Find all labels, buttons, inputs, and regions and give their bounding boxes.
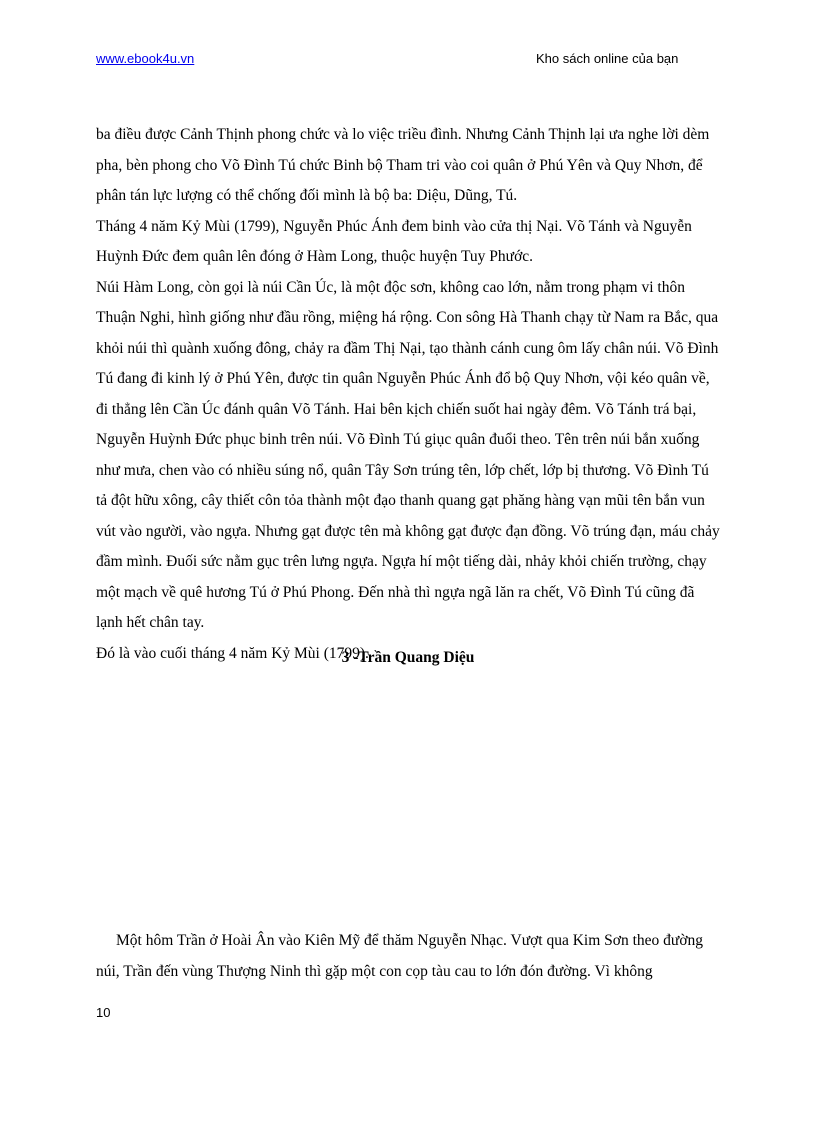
section-text — [96, 926, 722, 987]
paragraph: Một hôm Trần ở Hoài Ân vào Kiên Mỹ để thăm Nguyễn Nhạc. Vượt qua Kim Sơn theo đường núi, Trần đến vùng Thượng Ninh thì gặp một con cọp tàu cau to lớn đón đường. Vì không — [96, 932, 704, 980]
section-heading: 3 -Trần Quang Diệu — [341, 649, 475, 666]
paragraph: Núi Hàm Long, còn gọi là núi Cần Úc, là một độc sơn, không cao lớn, nằm trong phạm vi thôn Thuận Nghi, hình giống như đầu rồng, miệng há rộng. Con sông Hà Thanh chạy từ Nam ra Bắc, qua khỏi núi thì quành xuống đông, chảy ra đầm Thị Nại, tạo thành cánh cung ôm lấy chân núi. Võ Đình Tú đang đi kinh lý ở Phú Yên, được tin quân Nguyễn Phúc Ánh đổ bộ Quy Nhơn, vội kéo quân về, đi thẳng lên Cần Úc đánh quân Võ Tánh. Hai bên kịch chiến suốt hai ngày đêm. Võ Tánh trá bại, Nguyễn Huỳnh Đức phục binh trên núi. Võ Đình Tú giục quân đuổi theo. Tên trên núi bắn xuống như mưa, chen vào có nhiều súng nổ, quân Tây Sơn trúng tên, lớp chết, lớp bị thương. Võ Đình Tú tả đột hữu xông, cây thiết côn tỏa thành một đạo thanh quang gạt phăng hàng vạn mũi tên bắn vun vút vào người, vào ngựa. Nhưng gạt được tên mà không gạt được đạn đồng. Võ trúng đạn, máu chảy đầm mình. Đuối sức nằm gục trên lưng ngựa. Ngựa hí một tiếng dài, nhảy khỏi chiến trường, chạy một mạch về quê hương Tú ở Phú Phong. Đến nhà thì ngựa ngã lăn ra chết, Võ Đình Tú cũng đã lạnh hết chân tay. — [96, 278, 720, 631]
site-tagline: Kho sách online của bạn — [536, 51, 679, 66]
page-number: 10 — [96, 1005, 111, 1020]
paragraph: Tháng 4 năm Kỷ Mùi (1799), Nguyễn Phúc Ánh đem binh vào cửa thị Nại. Võ Tánh và Nguyễn Huỳnh Đức đem quân lên đóng ở Hàm Long, thuộc huyện Tuy Phước. — [96, 217, 692, 265]
site-link[interactable]: www.ebook4u.vn — [96, 51, 195, 66]
paragraph: ba điều được Cảnh Thịnh phong chức và lo việc triều đình. Nhưng Cảnh Thịnh lại ưa nghe lời dèm pha, bèn phong cho Võ Đình Tú chức Binh bộ Tham tri vào coi quân ở Phú Yên và Quy Nhơn, để phân tán lực lượng có thể chống đối mình là bộ ba: Diệu, Dũng, Tú. — [96, 126, 710, 204]
body-text — [96, 120, 722, 669]
paragraph: Đó là vào cuối tháng 4 năm Kỷ Mùi (1799). — [96, 644, 369, 662]
